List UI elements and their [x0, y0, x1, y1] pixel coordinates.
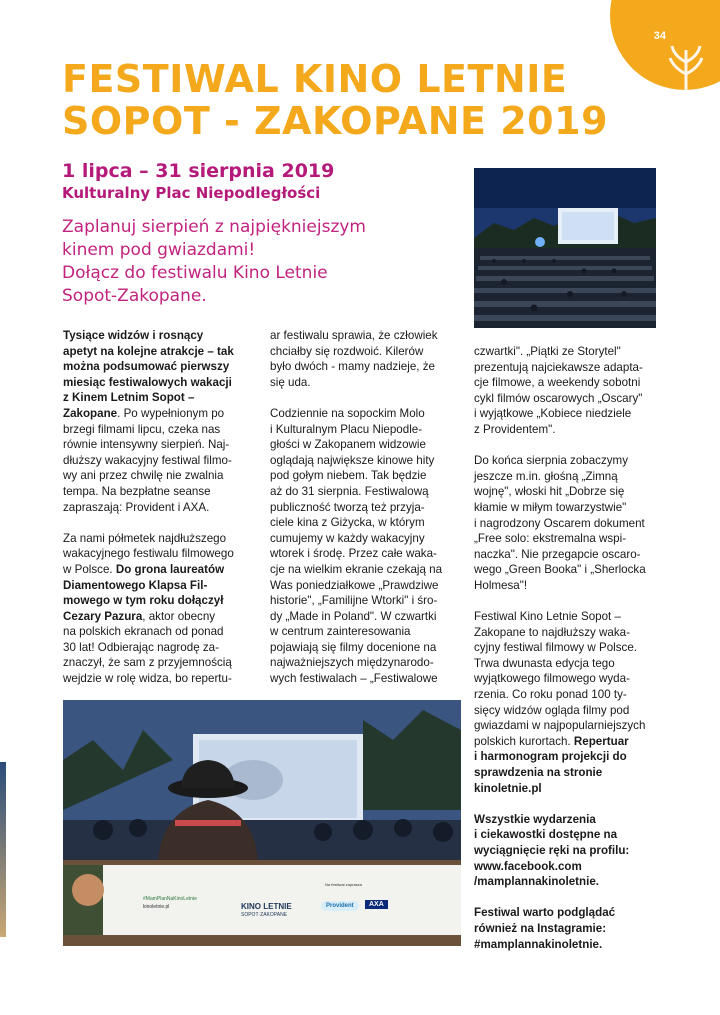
- body-line: było dwóch - mamy nadzieje, że: [270, 360, 435, 374]
- body-bold-run: Do grona laureatów: [115, 562, 225, 576]
- body-line: [63, 406, 253, 422]
- page-number: 34: [653, 30, 666, 42]
- body-line: apetyt na kolejne atrakcje – tak: [63, 344, 234, 358]
- body-line: z Kinem Letnim Sopot –: [63, 391, 195, 405]
- body-run: polskich kurortach.: [474, 734, 571, 748]
- body-line: tempa. Na bezpłatne seanse: [63, 484, 211, 498]
- body-line: gwiazdami w najpopularniejszych: [474, 719, 646, 733]
- banner-logo-line1: KINO LETNIE: [241, 902, 292, 911]
- body-line: Wszystkie wydarzenia: [474, 812, 596, 826]
- title-line-2: SOPOT - ZAKOPANE 2019: [62, 99, 609, 143]
- banner-partner-label: Na festiwal zaprasza: [325, 882, 362, 887]
- body-line: dłuższy wakacyjny festiwal filmo-: [63, 453, 232, 467]
- body-line: sprawdzenia na stronie: [474, 766, 603, 780]
- body-line: i harmonogram projekcji do: [474, 750, 627, 764]
- body-line: mowego w tym roku dołączył: [63, 594, 224, 608]
- event-venue: Kulturalny Plac Niepodległości: [62, 184, 321, 202]
- body-line: wakacyjnego festiwalu filmowego: [63, 547, 234, 561]
- body-line: na polskich ekranach od ponad: [63, 625, 224, 639]
- body-line: kłamie w miłym towarzystwie": [474, 500, 627, 514]
- body-line: historie", „Familijne Wtorki" i śro-: [270, 594, 438, 608]
- body-line: wego „Green Booka" i „Sherlocka: [474, 563, 646, 577]
- paragraph-gap: [474, 594, 664, 610]
- body-line: wejdzie w rolę widza, bo repertu-: [63, 672, 232, 686]
- paragraph-gap: [270, 390, 460, 406]
- body-line: z Providentem".: [474, 422, 556, 436]
- body-line: również na Instagramie:: [474, 921, 607, 935]
- intro-line: Sopot-Zakopane.: [62, 286, 207, 306]
- body-line: równie intensywny sierpień. Naj-: [63, 438, 230, 452]
- wheat-leaf-icon: [666, 42, 706, 94]
- body-run: , aktor obecny: [142, 609, 216, 623]
- body-line: prezentują najciekawsze adapta-: [474, 360, 643, 374]
- body-line: cykl filmów oscarowych „Oscary": [474, 391, 643, 405]
- body-line: Zakopane to najdłuższy waka-: [474, 625, 630, 639]
- body-line: miesiąc festiwalowych wakacji: [63, 375, 232, 389]
- paragraph-gap: [474, 890, 664, 906]
- body-line: naczka". Nie przegapcie oscaro-: [474, 547, 641, 561]
- body-line: wtorek i środę. Przez całe waka-: [270, 547, 437, 561]
- body-line: Tysiące widzów i rosnący: [63, 329, 204, 342]
- body-line: oglądają największe kinowe hity: [270, 453, 435, 467]
- body-line: znaczył, że sam z przyjemnością: [63, 656, 232, 670]
- title-line-1: FESTIWAL KINO LETNIE: [62, 57, 568, 101]
- adjacent-page-edge: [0, 762, 6, 937]
- body-line: Za nami półmetek najdłuższego: [63, 531, 227, 545]
- body-line: zapraszają: Provident i AXA.: [63, 500, 210, 514]
- body-line: dy „Made in Poland". W czwartki: [270, 609, 437, 623]
- body-line: Was poniedziałkowe „Prawdziwe: [270, 578, 439, 592]
- body-line: pod gołym niebem. Tak będzie: [270, 469, 427, 483]
- facebook-link-path[interactable]: /mamplannakinoletnie.: [474, 875, 599, 889]
- paragraph-gap: [474, 796, 664, 812]
- body-line: rzenia. Co roku ponad 100 ty-: [474, 688, 627, 702]
- body-line: cyjny festiwal filmowy w Polsce.: [474, 641, 637, 655]
- sponsor-provident-logo: Provident: [321, 901, 359, 911]
- body-line: chciałby się rozdwoić. Kilerów: [270, 344, 424, 358]
- body-bold-run: Repertuar: [573, 734, 629, 748]
- body-line: Festiwal warto podglądać: [474, 906, 616, 920]
- body-line: i wyjątkowe „Kobiece niedziele: [474, 407, 632, 421]
- body-line: publiczność tworzą też przyja-: [270, 500, 425, 514]
- body-line: wyciągnięcie ręki na profilu:: [474, 844, 630, 857]
- body-line: się uda.: [270, 375, 311, 389]
- body-bold-run: Zakopane: [63, 406, 118, 420]
- body-line: [63, 609, 253, 625]
- article-column-3: [474, 344, 664, 952]
- intro-line: Dołącz do festiwalu Kino Letnie: [62, 263, 328, 283]
- body-line: brzegi filmami lipcu, czeka nas: [63, 422, 221, 436]
- body-line: wojnę", włoski hit „Dobrze się: [474, 485, 625, 499]
- body-run: w Polsce.: [63, 562, 113, 576]
- article-column-1: [63, 328, 253, 687]
- facebook-link[interactable]: www.facebook.com: [474, 859, 582, 873]
- photo-outdoor-cinema-night: [474, 168, 656, 328]
- body-line: i ciekawostki dostępne na: [474, 828, 618, 842]
- body-line: 30 lat! Odbierając nagrodę za-: [63, 640, 219, 654]
- body-line: Trwa dwunasta edycja tego: [474, 656, 615, 670]
- body-line: Holmesa"!: [474, 578, 528, 592]
- page-title: [62, 58, 662, 142]
- body-line: aż do 31 sierpnia. Festiwalową: [270, 484, 429, 498]
- body-line: i Kulturalnym Placu Niepodle-: [270, 422, 423, 436]
- banner-hashtag: #MamPlanNaKinoLetnie: [143, 896, 197, 902]
- sponsor-axa-logo: AXA: [365, 900, 388, 909]
- body-line: można podsumować pierwszy: [63, 360, 230, 374]
- body-line: i nagrodzony Oscarem dokument: [474, 516, 645, 530]
- body-line: Diamentowego Klapsa Fil-: [63, 578, 208, 592]
- intro-lead: [62, 216, 392, 308]
- paragraph-gap: [63, 515, 253, 531]
- article-column-2: [270, 328, 460, 687]
- website-link[interactable]: kinoletnie.pl: [474, 781, 542, 795]
- body-line: Codziennie na sopockim Molo: [270, 406, 425, 420]
- instagram-hashtag[interactable]: #mamplannakinoletnie.: [474, 937, 603, 951]
- body-run: . Po wypełnionym po: [117, 406, 225, 420]
- body-line: wyjątkowego filmowego wyda-: [474, 672, 630, 686]
- intro-line: kinem pod gwiazdami!: [62, 240, 256, 260]
- body-line: cje na wielkim ekranie czekają na: [270, 562, 443, 576]
- body-line: pojawiają się filmy docenione na: [270, 640, 437, 654]
- body-line: ar festiwalu sprawia, że człowiek: [270, 329, 438, 342]
- body-line: głości w Zakopanem widzowie: [270, 438, 426, 452]
- body-line: cumujemy w każdy wakacyjny: [270, 531, 425, 545]
- body-line: Festiwal Kino Letnie Sopot –: [474, 610, 621, 624]
- body-line: jeszcze m.in. głośną „Zimną: [474, 469, 618, 483]
- intro-line: Zaplanuj sierpień z najpiękniejszym: [62, 217, 366, 237]
- paragraph-gap: [474, 438, 664, 454]
- body-bold-run: Cezary Pazura: [63, 609, 143, 623]
- body-line: w centrum zainteresowania: [270, 625, 411, 639]
- photo-audience-in-front-of-screen: [63, 700, 461, 946]
- body-line: [63, 562, 253, 578]
- banner-logo-line2: SOPOT·ZAKOPANE: [241, 912, 288, 918]
- banner-site: kinoletnie.pl: [143, 904, 170, 910]
- body-line: sięcy widzów ogląda filmy pod: [474, 703, 630, 717]
- body-line: „Free solo: ekstremalna wspi-: [474, 532, 627, 546]
- body-line: wych festiwalach – „Festiwalowe: [270, 672, 438, 686]
- event-dates: 1 lipca – 31 sierpnia 2019: [62, 160, 335, 182]
- body-line: ciele kina z Giżycka, w którym: [270, 516, 425, 530]
- body-line: wy ani przez chwilę nie zwalnia: [63, 469, 224, 483]
- body-line: czwartki". „Piątki ze Storytel": [474, 345, 621, 358]
- body-line: [474, 734, 664, 750]
- body-line: najważniejszych międzynarodo-: [270, 656, 434, 670]
- body-line: Do końca sierpnia zobaczymy: [474, 454, 629, 468]
- body-line: cje filmowe, a weekendy sobotni: [474, 376, 641, 390]
